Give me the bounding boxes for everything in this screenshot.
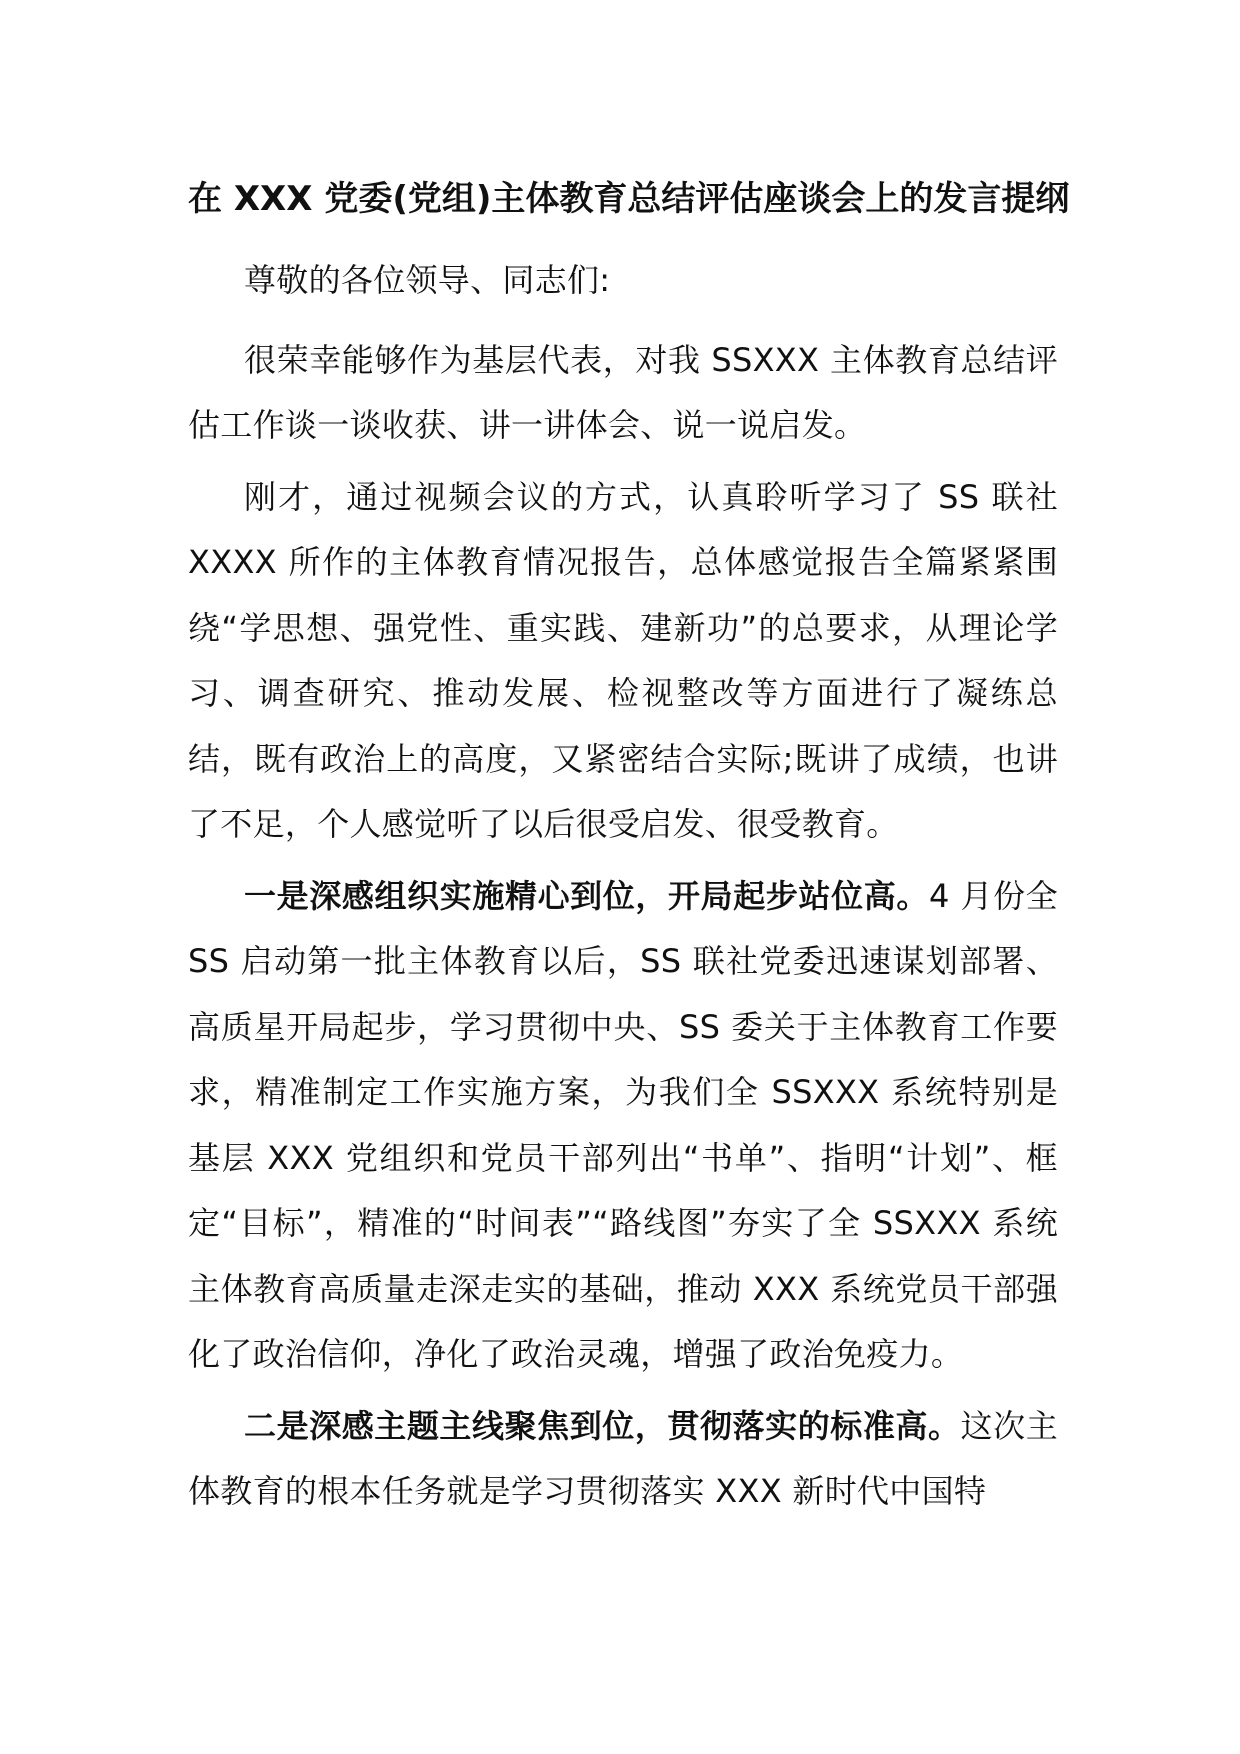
paragraph-report-impression [188, 465, 1058, 858]
paragraph-point-two [188, 1394, 1058, 1525]
paragraph-text: 这次主体教育的根本任务就是学习贯彻落实 XXX 新时代中国特 [188, 1406, 1058, 1510]
greeting: 尊敬的各位领导、同志们: [244, 261, 611, 299]
paragraph-lead: 二是深感主题主线聚焦到位，贯彻落实的标准高。 [244, 1406, 961, 1445]
paragraph-intro [188, 328, 1058, 459]
paragraph-point-one [188, 864, 1058, 1388]
document-title: 在 XXX 党委(党组)主体教育总结评估座谈会上的发言提纲 [188, 179, 1070, 219]
paragraph-text: 刚才，通过视频会议的方式，认真聆听学习了 SS 联社 XXXX 所作的主体教育情况报告，总体感觉报告全篇紧紧围绕“学思想、强党性、重实践、建新功”的总要求，从理论学习、调查研究、推动发展、检视整改等方面进行了凝练总结，既有政治上的高度，又紧密结合实际;既讲了成绩，也讲了不足，个人感觉听了以后很受启发、很受教育。 [188, 477, 1058, 843]
paragraph-text: 4 月份全 SS 启动第一批主体教育以后，SS 联社党委迅速谋划部署、高质星开局起步，学习贯彻中央、SS 委关于主体教育工作要求，精准制定工作实施方案，为我们全 SSXXX 系统特别是基层 XXX 党组织和党员干部列出“书单”、指明“计划”、框定“目标”，精准的“时间表”“路线图”夯实了全 SSXXX 系统主体教育高质量走深走实的基础，推动 XXX 系统党员干部强化了政治信仰，净化了政治灵魂，增强了政治免疫力。 [188, 876, 1058, 1373]
paragraph-text: 很荣幸能够作为基层代表，对我 SSXXX 主体教育总结评估工作谈一谈收获、讲一讲体会、说一说启发。 [188, 340, 1058, 444]
document-body [188, 170, 1070, 1531]
paragraph-lead: 一是深感组织实施精心到位，开局起步站位高。 [244, 876, 929, 915]
